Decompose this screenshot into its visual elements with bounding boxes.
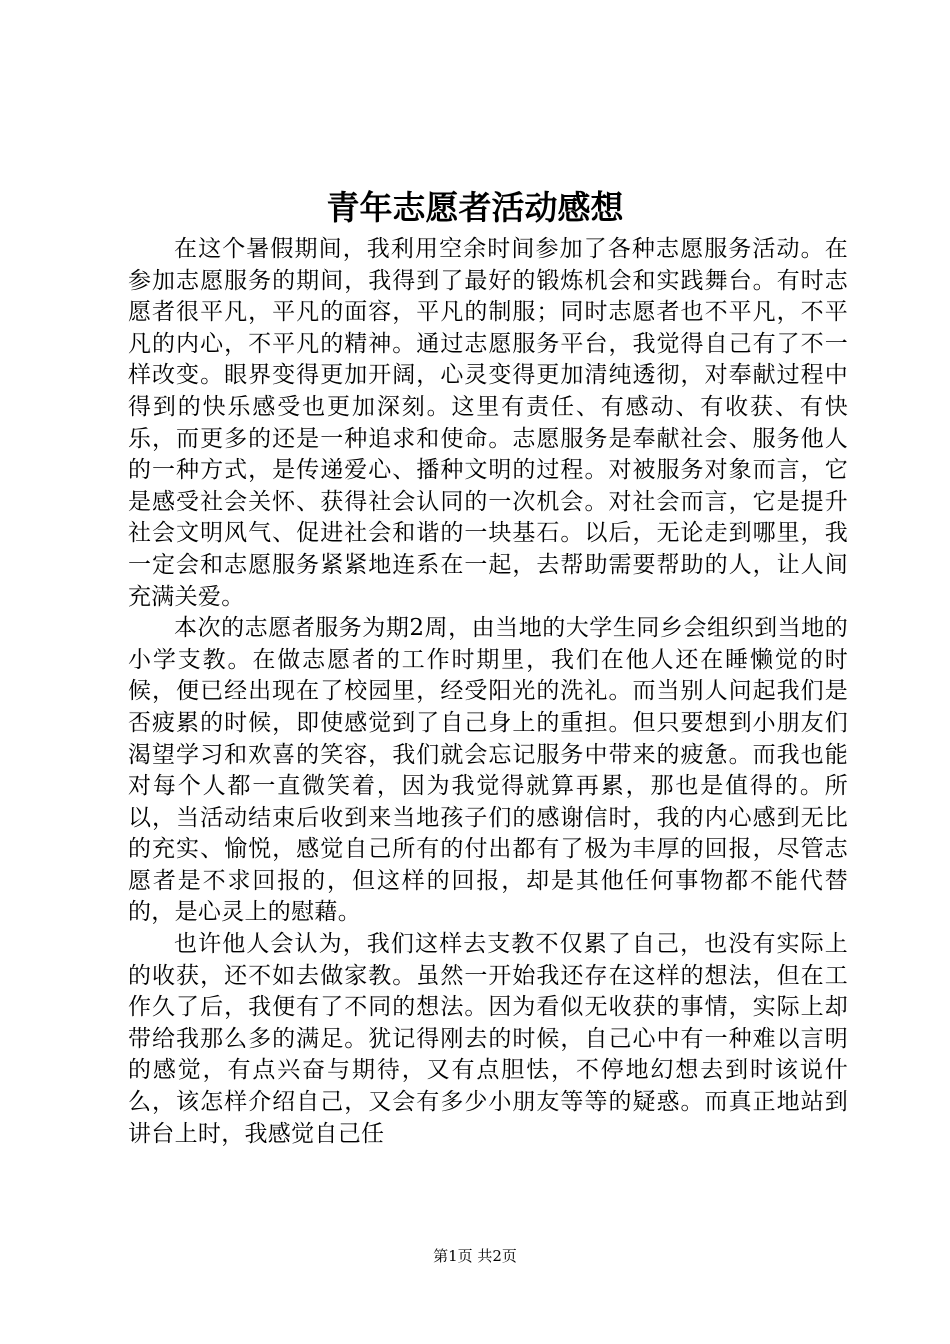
page-footer: 第1页 共2页	[433, 1247, 517, 1265]
page-title: 青年志愿者活动感想	[326, 188, 624, 227]
paragraph-2: 本次的志愿者服务为期2周，由当地的大学生同乡会组织到当地的小学支教。在做志愿者的工作时期里，我们在他人还在睡懒觉的时候，便已经出现在了校园里，经受阳光的洗礼。而当别人问起我们是否疲累的时候，即使感觉到了自己身上的重担。但只要想到小朋友们渴望学习和欢喜的笑容，我们就会忘记服务中带来的疲惫。而我也能对每个人都一直微笑着，因为我觉得就算再累，那也是值得的。所以，当活动结束后收到来当地孩子们的感谢信时，我的内心感到无比的充实、愉悦，感觉自己所有的付出都有了极为丰厚的回报，尽管志愿者是不求回报的，但这样的回报，却是其他任何事物都不能代替的，是心灵上的慰藉。	[128, 615, 848, 926]
paragraph-3: 也许他人会认为，我们这样去支教不仅累了自己，也没有实际上的收获，还不如去做家教。虽然一开始我还存在这样的想法，但在工作久了后，我便有了不同的想法。因为看似无收获的事情，实际上却带给我那么多的满足。犹记得刚去的时候，自己心中有一种难以言明的感觉，有点兴奋与期待，又有点胆怯，不停地幻想去到时该说什么，该怎样介绍自己，又会有多少小朋友等等的疑惑。而真正地站到讲台上时，我感觉自己任	[128, 931, 848, 1147]
document-body	[128, 234, 848, 1150]
paragraph-1: 在这个暑假期间，我利用空余时间参加了各种志愿服务活动。在参加志愿服务的期间，我得到了最好的锻炼机会和实践舞台。有时志愿者很平凡，平凡的面容，平凡的制服；同时志愿者也不平凡，不平凡的内心，不平凡的精神。通过志愿服务平台，我觉得自己有了不一样改变。眼界变得更加开阔，心灵变得更加清纯透彻，对奉献过程中得到的快乐感受也更加深刻。这里有责任、有感动、有收获、有快乐，而更多的还是一种追求和使命。志愿服务是奉献社会、服务他人的一种方式，是传递爱心、播种文明的过程。对被服务对象而言，它是感受社会关怀、获得社会认同的一次机会。对社会而言，它是提升社会文明风气、促进社会和谐的一块基石。以后，无论走到哪里，我一定会和志愿服务紧紧地连系在一起，去帮助需要帮助的人，让人间充满关爱。	[128, 236, 848, 610]
